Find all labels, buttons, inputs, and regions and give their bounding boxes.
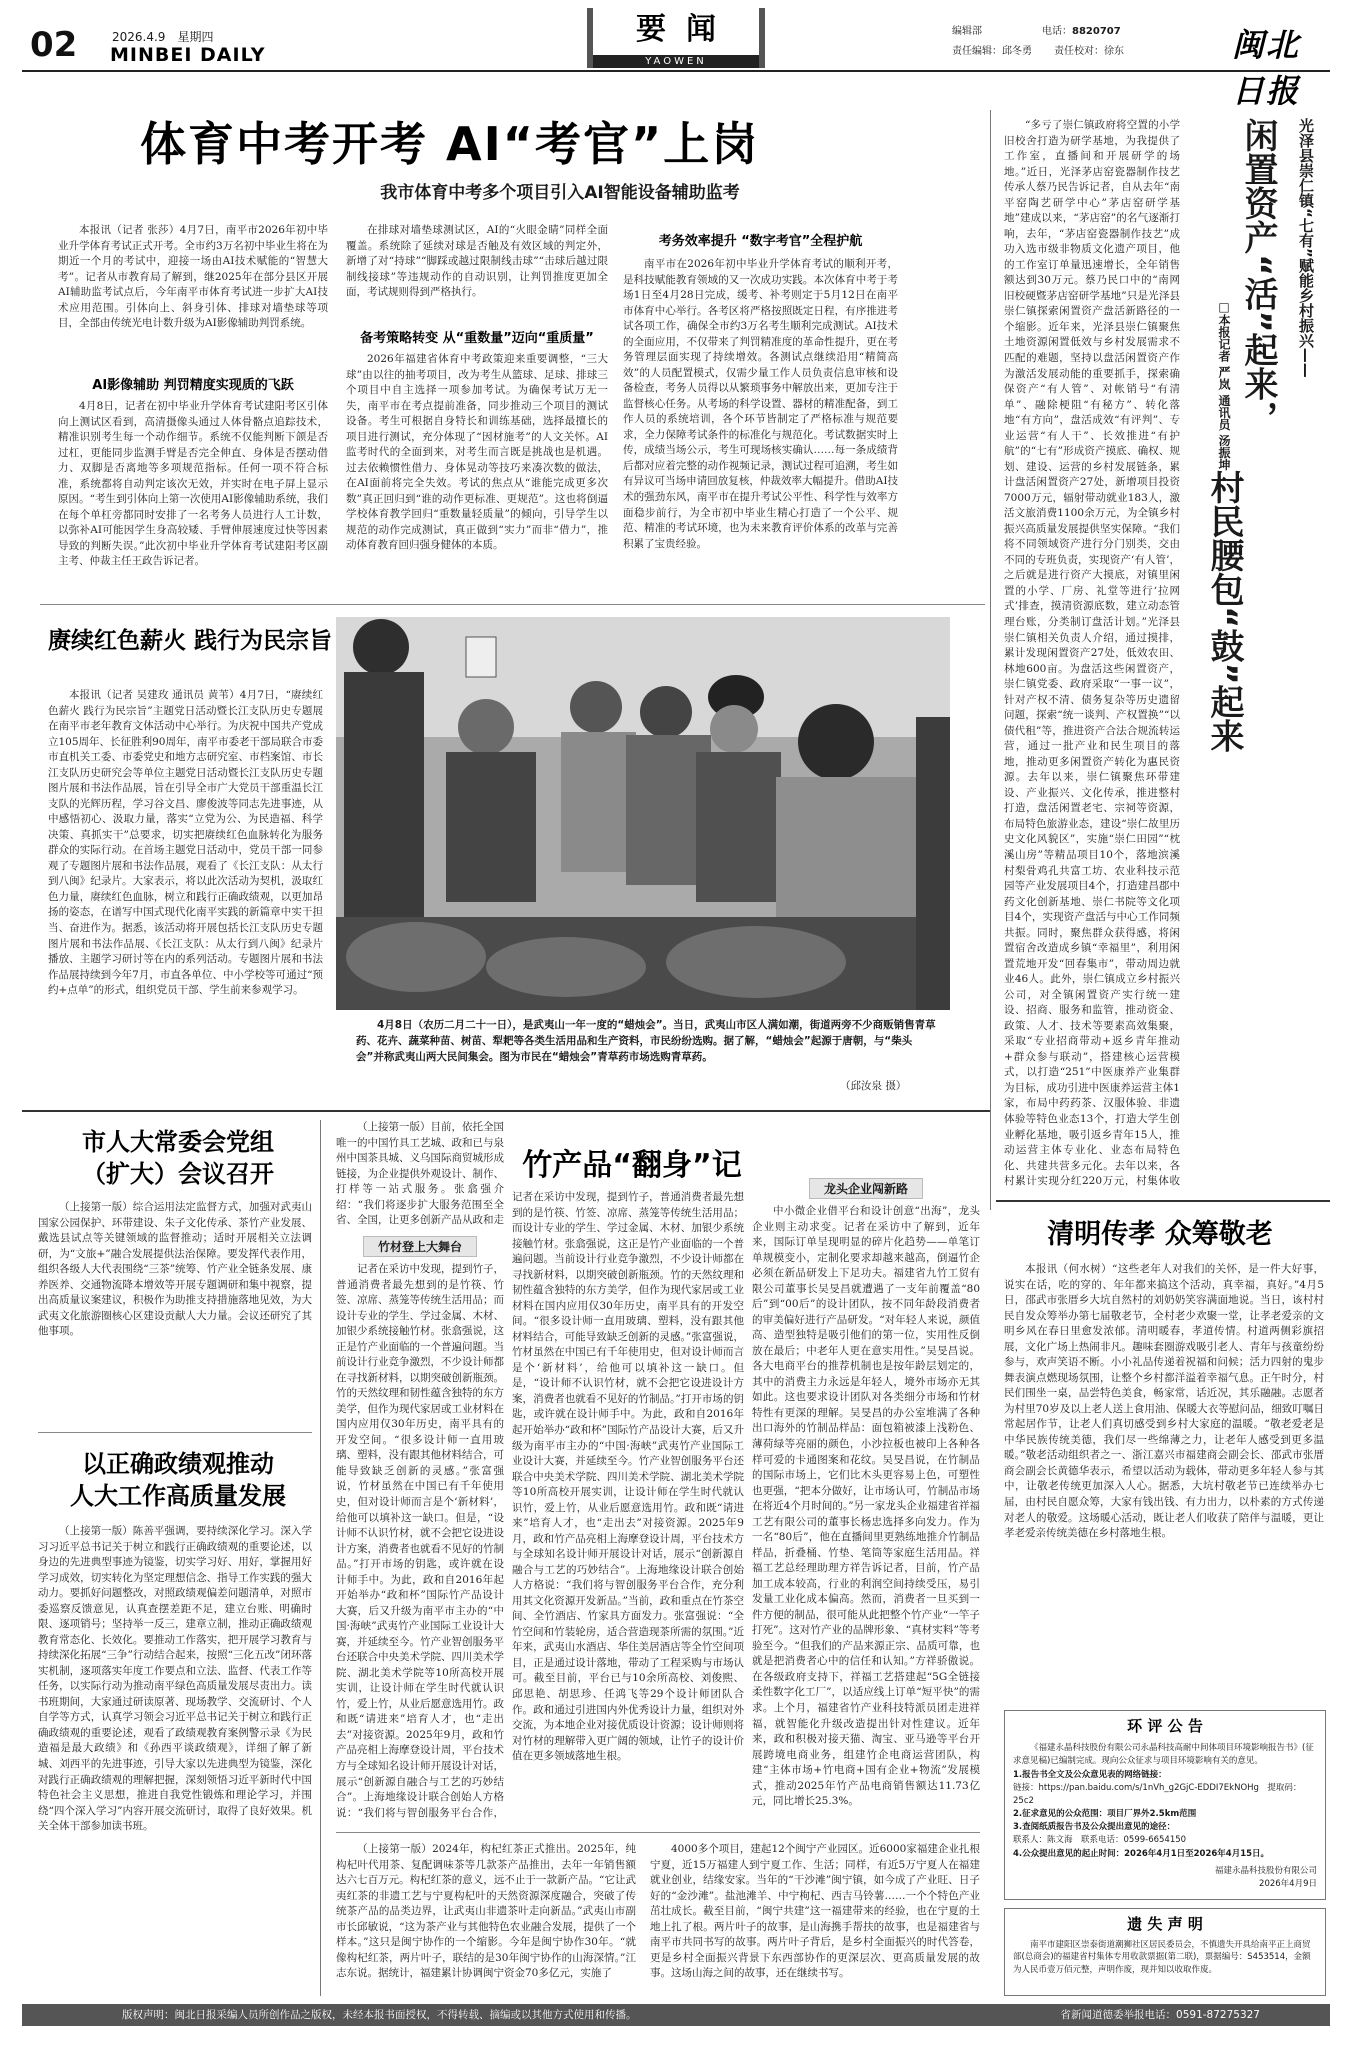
bamboo-sub-2: 龙头企业闯新路 [752,1178,980,1199]
photo-illustration [336,617,950,1010]
right-title-b: 村民腰包“鼓”起来 [1204,470,1244,753]
footer-copyright: 版权声明：闽北日报采编人员所创作品之版权，未经本报书面授权，不得转载、摘编或以其他方式使用和传播。 [122,2009,637,2021]
bamboo-col-3: 中小微企业借平台和设计创意“出海”，龙头企业则主动求变。记者在采访中了解到，近年来，国际订单呈现明显的碎片化趋势——单笔订单规模变小，定制化要求却越来越高，倒逼竹企必须在新品研发上下足功夫。福建省九竹工贸有限公司董事长吴旻昌就遭遇了一支年前覆盖“80后”到“00后”的设计团队，按不同年龄段消费者的审美偏好进行产品研发。“对年轻人来说，颜值高、造型独特是吸引他们的第一位，实用性反倒放在最后；中老年人更在意实用性。”吴旻昌说。各大电商平台的推荐机制也是按年龄层划定的，其中的消费主力永远是年轻人，境外市场亦无其如此。这也要求设计团队对各类细分市场和竹材特性有更深的理解。吴旻昌的办公室堆满了各种出口海外的竹制品样品：面包箱被漆上浅粉色、薄荷绿等亮丽的颜色，小沙拉板也被印上各种各样可爱的卡通图案和花纹。吴旻昌说，在竹制品的国际市场上，它们比木头更容易上色，可塑性也更强，“把本分做好，让市场认可，竹制品市场在将近4个月时间的。”另一家龙头企业福建省祥福工艺有限公司的董事长杨忠选择多向发力。作为一名“80后”，他在直播间里更熟练地推介竹制品样品，折叠桶、竹垫、笔筒等家庭生活用品。祥福工艺总经理助理方祥告诉记者，目前，竹产品加工成本较高，行业的利润空间持续受压，易引发量工业化成本偏高。然而，消费者一旦买到一件方便的制品，很可能从此把整个竹产业“一竿子打死”。这对竹产业的品牌形象、“真材实料”等考验至今。“但我们的产品来源正宗、品质可靠，也就是把消费者心中的信任和认知。”方祥骄傲说。在各级政府支持下，祥福工艺搭建起“5G全链接柔性数字化工厂”，以适应线上订单“短平快”的需求。上个月，福建省竹产业科技特派员团走进祥福，就智能化升级改造提出针对性建议。近年来，政和积极对接天猫、淘宝、亚马逊等平台开展跨境电商业务，组建竹企电商运营团队，构建“主体市场+竹电商+国有企业+物流”发展模式，推动2025年竹产品电商销售额达11.73亿元，同比增长25.3%。 [752,1205,980,1808]
env-notice-link[interactable]: 链接：https://pan.baidu.com/s/1nVh_g2GjC-EDDI7EkNOHg 提取码：25c2 [1013,1782,1302,1806]
photo-credit: （邱汝泉 摄） [840,1080,907,1092]
env-notice-title: 环 评 公 告 [1127,1717,1203,1735]
right-byline: □本报记者 严岚 通讯员 汤振坤 [1217,300,1231,471]
section-title: 要闻 [636,12,736,47]
lead-col-2: 在排球对墙垫球测试区，AI的“火眼金睛”同样全面覆盖。系统除了延续对球是否触及有效区域的判定外，新增了对“持球”“脚踩或越过限制线击球”“击球后越过限制线接球”等违规动作的自动识别，让判罚推度更加全面，考试规则得到严格执行。 备考策略转变 从“重数量”迈向“重质量” 2026年福建省体育中考政策迎来重要调整，“三大球”由以往的抽考项目，改为考生从篮球、足球、排球三个项目中自主选择一项参加考试。为确保考试万无一失，南平市在考点提前准备，同步推动三个项目的测试设备。考生可根据自身特长和训练基础，选择最擅长的项目进行测试，充分体现了“因材施考”的人文关怀。AI监考时代的全面到来，对考生而言既是挑战也是机遇。过去依赖惯性借力、身体晃动等技巧来凑次数的做法，在AI面前将完全失效。考试的焦点从“谁能完成更多次数”真正回归到“谁的动作更标准、更规范”。这也将倒逼学校体育教学回归“重数量轻质量”的倾向，引导学生以规范的动作完成测试，真正做到“实力”而非“借力”，推动体育教育回归强身健体的本质。 [346,224,608,552]
market-photo [336,617,950,1010]
photo-caption: 4月8日（农历二月二十一日），是武夷山一年一度的“蜡烛会”。当日，武夷山市区人满如潮，街道两旁不少商贩销售青草药、花卉、蔬菜种苗、树苗、犁耙等各类生活用品和生产资料，市民纷纷选购。据了解，“蜡烛会”起源于唐朝，与“柴头会”并称武夷山两大民间集会。图为市民在“蜡烛会”青草药市场选购青草药。 [356,1019,936,1063]
env-notice-box: 环 评 公 告 《福建永晶科技股份有限公司永晶科技高耐中间体项目环境影响报告书》(征求意见稿)已编制完成。现向公众征求与项目环境影响有关的意见。 1.报告书全文及公众意见表的网络链接： 链接：https://pan.baidu.com/s/1nVh_g2GjC-EDDI7EkNOHg 提取码：25c2 2.征求意见的公众范围：项目厂界外2.5km范围 3.查阅纸质报告书及公众提出意见的途径： 联系人：陈文海 联系电话：0599-6654150 4.公众提出意见的起止时间：2026年4月1日至2026年4月15日。 福建永晶科技股份有限公司 2026年4月9日 [1004,1710,1326,1900]
qingming-body: 本报讯（何水树）“这些老年人对我们的关怀，是一件大好事，说实在话，吃的穿的、年年都来搞这个活动，真幸福，真好。”4月5日，邵武市张厝乡大坑自然村的刘奶奶笑容满面地说。当日，该村村民自发众筹举办第七届敬老节，全村老少欢聚一堂，让孝老爱亲的文明乡风在春日里愈发浓郁。清明暖春，孝道传情。村道两侧彩旗招展，文化广场上热闹非凡。趣味套圈游戏吸引老人、青年与孩童纷纷参与，欢声笑语不断。小小礼品传递着祝福和问候；活力四射的鬼步舞表演点燃现场氛围，让整个乡村都洋溢着幸福气息。正午时分，村民们围坐一桌，品尝特色美食，畅家常，话近况，其乐融融。志愿者为村里70岁及以上老人送上食用油、保暖大衣等慰问品，细致叮嘱日常起居作节，让老人们真切感受到乡村大家庭的温暖。“敬老爱老是中华民族传统美德，我们尽一些绵薄之力，让老年人感受到更多温暖。”敬老活动组织者之一、浙江嘉兴市福建商会副会长、邵武市张厝商会副会长黄德华表示，希望以活动为载体，带动更多年轻人参与其中，让敬老传统更加深入人心。据悉，大坑村敬老节已连续举办七届，由村民自愿众筹，大家有钱出钱、有力出力，以朴素的方式传递对老人的敬爱。这场暖心活动，既让老人们收获了陪伴与温暖，更让孝老爱亲传统美德在乡村落地生根。 [1004,1263,1324,1540]
bamboo-col-1-body: 记者在采访中发现，提到竹子，普通消费者最先想到的是竹筷、竹签、凉席、蒸笼等传统生活用品；而设计专业的学生、学过金属、木材、加银少系统接触竹材。张翕强说，这正是竹产业面临的一个普遍问题。当前设计行业竞争激烈，不少设计师都在寻找新材料，以期突破创新瓶颈。竹的天然纹理和韧性蕴含独特的东方美学，但作为现代家居或工业材料在国内应用仅30年历史，南平具有的开发空间。“很多设计师一直用玻璃、塑料，没有跟其他材料结合，可能导致缺乏创新的灵感。”张富强说，竹材虽然在中国已有千年使用史，但对设计师而言是个‘新材料’，给他可以填补这一缺口。但是，“设计师不认识竹材，就不会把它设进设计方案，消费者也就看不见好的竹制品。”打开市场的钥匙，或许就在设计师手中。为此，政和自2016年起开始举办“政和杯”国际竹产品设计大赛，后又升级为南平市主办的“中国·海峡”武夷竹产业国际工业设计大赛，并延续至今。竹产业智创服务平台还联合中央美术学院、四川美术学院、湖北美术学院等10所高校开展实训，让设计师在学生时代就认识竹，爱上竹，从业后愿意选用竹。政和既“请进来”培育人才，也“走出去”对接资源。2025年9月，政和竹产品亮相上海摩登设计周，平台技术方与全球知名设计师开展设计对话，展示“创新源自融合与工艺的巧妙结合”。上海地缘设计联合创始人方格说：“我们将与智创服务平台合作， [336,1263,504,1819]
npc-body: （上接第一版）综合运用法定监督方式，加强对武夷山国家公园保护、环带建设、朱子文化传承、茶竹产业发展、戴选县试点等关键领域的监督推动；适时开展相关立法调研，为“文旅+”融合发展提供法治保障。要发挥代表作用，组织各级人大代表围绕“三茶”统筹、竹产业全链条发展、康养医养、交通物流降本增效等开展专题调研和集中视察，提出高质量议案建议，积极作为助推支持措施落地见效，为大武夷文化旅游圈核心区建设贡献人大力量。会议还研究了其他事项。 [38,1201,312,1338]
zhengji-body: （上接第一版）陈善平强调，要持续深化学习。深入学习习近平总书记关于树立和践行正确政绩观的重要论述，以身边的先进典型事迹为镜鉴，切实学习好、用好，掌握用好学习成效，切实转化为坚定理想信念、指导工作实践的强大动力。要抓好问题整改，对照政绩观偏差问题清单，对照市委巡察反馈意见，认真查摆差距不足，建立台账、明确时限、逐项销号；坚持举一反三，建章立制，推动正确政绩观教育常态化、长效化。要推动工作落实，把开展学习教育与持续深化拓展“三争”行动结合起来，按照“三化五改”闭环落实机制，逐项落实年度工作要点和立法、监督、代表工作等任务，以实际行动为推动南平绿色高质量发展尽责出力。读书班期间，大家通过研读原著、现场教学、交流研讨、个人自学等方式，认真学习领会习近平总书记关于树立和践行正确政绩观的重要论述，观看了政绩观教育案例警示录《为民造福是最大政绩》和《孙西平谈政绩观》，详细了解了新城、刘西平的先进事迹，引导大家以先进典型为镜鉴，深化对践行正确政绩观的理解把握，深刻领悟习近平新时代中国特色社会主义思想，推进自我党性锻炼和理论学习，并围绕“四个深入学习”内容开展交流研讨，取得了良好效果。机关全体干部参加读书班。 [38,1525,312,1833]
npc-title: 市人大常委会党组 （扩大）会议召开 [82,1128,274,1188]
lead-subtitle: 我市体育中考多个项目引入AI智能设备辅助监考 [380,183,740,203]
lead-title: 体育中考开考 AI“考官”上岗 [140,117,760,171]
right-title-a: 闲置资产“活”起来， [1238,118,1278,435]
right-eyebrow: 光泽县崇仁镇“七有”赋能乡村振兴—— [1297,118,1315,378]
lead-col-1: 本报讯（记者 张莎）4月7日，南平市2026年初中毕业升学体育考试正式开考。全市约3万名初中毕业生将在为期近一个月的考试中，迎接一场由AI技术赋能的“智慧大考”。记者从市教育局了解到，继2025年在部分县区开展AI辅助监考试点后，今年南平市体育考试进一步扩大AI技术应用范围。引体向上、斜身引体、排球对墙垫球等项目，全部由传统光电计数升级为AI影像辅助判罚系统。 AI影像辅助 判罚精度实现质的飞跃 4月8日，记者在初中毕业升学体育考试建阳考区引体向上测试区看到，高清摄像头通过人体骨骼点追踪技术，精准识别考生每一个动作细节。系统不仅能判断下颌是否过杠，更能同步监测手臂是否完全伸直、身体是否摆动借力、双脚是否离地等多项规范指标。任何一项不符合标准，系统都将自动判定该次无效，并实时在电子屏上显示原因。“考生到引体向上第一次使用AI影像辅助系统，我们在每个单杠旁都同时安排了一名考务人员进行人工计数，以弥补AI可能因学生身高较矮、手臂伸展速度过快等因素导致的判断失误。”此次初中毕业升学体育考试建阳考区副主考、仲裁主任王政告诉记者。 [58,224,328,568]
qingming-title: 清明传孝 众筹敬老 [1047,1219,1273,1250]
lost-notice-title: 遗 失 声 明 [1127,1915,1203,1933]
footer-bar [22,2004,1330,2026]
masthead [22,8,1330,110]
issue-date: 2026.4.9 星期四 [112,30,214,44]
bottom-article-a: （上接第一版）2024年，构杞红茶正式推出。2025年，纯构杞叶代用茶、复配调味茶等几款茶产品推出，去年一年销售额达六七百万元。构杞红茶的意义，远不止于一款新产品。“它让武夷红茶的非遗工艺与宁夏构杞叶的天然资源深度融合，突破了传统茶产品的品类边界，让武夷山非遗茶叶走向新品。”武夷山市副市长邱敏说，“这为茶产业与其他特色农业融合发展，提供了一个样本。”这只是闽宁协作的一个缩影。今年是闽宁协作30年。“就像构杞红茶，两片叶子，联结的是30年闽宁协作的山海深情。”江志东说。据统计，福建累计协调闽宁资金70多亿元，实施了 [336,1843,636,1980]
bamboo-col-2: 记者在采访中发现，提到竹子，普通消费者最先想到的是竹筷、竹签、凉席、蒸笼等传统生活用品；而设计专业的学生、学过金属、木材、加银少系统接触竹材。张翕强说，这正是竹产业面临的一个普遍问题。当前设计行业竞争激烈，不少设计师都在寻找新材料，以期突破创新瓶颈。竹的天然纹理和韧性蕴含独特的东方美学，但作为现代家居或工业材料在国内应用仅30年历史，南平具有的开发空间。“很多设计师一直用玻璃、塑料，没有跟其他材料结合，可能导致缺乏创新的灵感。”张富强说，竹材虽然在中国已有千年使用史，但对设计师而言是个‘新材料’，给他可以填补这一缺口。但是，“设计师不认识竹材，就不会把它设进设计方案，消费者也就看不见好的竹制品。”打开市场的钥匙，或许就在设计师手中。为此，政和自2016年起开始举办“政和杯”国际竹产品设计大赛，后又升级为南平市主办的“中国·海峡”武夷竹产业国际工业设计大赛，并延续至今。竹产业智创服务平台还联合中央美术学院、四川美术学院、湖北美术学院等10所高校开展实训，让设计师在学生时代就认识竹，爱上竹，从业后愿意选用竹。政和既“请进来”培育人才，也“走出去”对接资源。2025年9月，政和竹产品亮相上海摩登设计周，平台技术方与全球知名设计师开展设计对话，展示“创新源自融合与工艺的巧妙结合”。上海地缘设计联合创始人方格说：“我们将与智创服务平台合作，充分利用其文化资源开发新品。”当前，政和重点在竹茶空间、全竹酒店、竹家具方面发力。张富强说：“全竹空间和竹装轮房，适合营造现茶所需的氛围。”近年来，武夷山水酒店、华住美居酒店等全竹空间项目，正是通过设计落地，带动了工程采购与市场认可。截至目前，平台已与10余所高校、刘俊熙、邱思艳、胡思珍、任鸿飞等29个设计师团队合作。政和通过引进国内外优秀设计力量，组织对外交流，为本地企业对接优质设计资源；设计师则将对竹材的理解带入更广阔的领域，让竹子的设计价值在更多领域落地生根。 [512,1191,744,1763]
zhengji-title: 以正确政绩观推动 人大工作高质量发展 [70,1450,286,1510]
lost-notice-box: 遗 失 声 明 南平市建阳区崇泰街道潮狮社区居民委员会，不慎遗失开具给南平正上商贸部(总商会)的福建省村集体专用收款票据(第二联)，票据编号：S453514，金额为人民币壹万佰元整，声明作废，现并知以收取作废。 [1004,1908,1326,1996]
page-number: 02 [30,25,78,65]
lead-col-3: 考务效率提升 “数字考官”全程护航 南平市在2026年初中毕业升学体育考试的顺利开考，是科技赋能教育领域的又一次成功实践。本次体育中考于考场1日至4月28日完成，缓考、补考则定于5月12日在南平市体育中心举行。各考区将严格按照既定日程，有序推进考试各项工作，确保全市约3万名考生顺利完成测试。AI技术的全面应用，不仅带来了判罚精准度的革命性提升，更在考务管理层面实现了持续增效。各测试点继续沿用“精简高效”的人员配置模式，仅需少量工作人员负责信息审核和设备检查，考务人员得以从繁琐事务中解放出来，更加专注于监督核心任务。从考场的科学设置、器材的精准配备，到工作人员的系统培训，各个环节皆制定了严格标准与规范要求，全力保障考试条件的标准化与规范化。考试数据实时上传，成绩当场公示，考生可现场核实确认……每一条成绩背后都对应着完整的动作视频记录，测试过程可追溯，考生如有异议可当场申请回放复核，仲裁效率大幅提升。借助AI技术的强劲东风，南平市在提升考试公平性、科学性与效率方面稳步前行，为全市初中毕业生精心打造了一个公平、规范、精准的考试环境，也为未来教育评价体系的改革与完善积累了宝贵经验。 [623,234,898,550]
bottom-article-b: 4000多个项目，建起12个闽宁产业园区。近6000家福建企业扎根宁夏，近15万福建人到宁夏工作、生活；同样，有近5万宁夏人在福建就业创业，结缘安家。当年的“干沙滩”闽宁镇，如今成了产业旺、日子好的“金沙滩”。盐池滩羊、中宁枸杞、西吉马铃薯……一个个特色产业茁壮成长。截至目前，“闽宁共建”这一福建带来的经验，也在宁夏的土地上扎了根。两片叶子的故事，是山海携手帮扶的故事，也是福建省与南平市共同书写的故事。两片叶子背后，是乡村全面振兴的时代答卷，更是乡村全面振兴背景下东西部协作的更深层次、更高质量发展的故事。这场山海之间的故事，还在继续书写。 [650,1843,980,1980]
right-article-body: “多亏了崇仁镇政府将空置的小学旧校舍打造为研学基地，为我提供了工作室，直播间和开展研学的场地。”近日，光泽茅店窑瓷器制作技艺传承人蔡乃民告诉记者，自从去年“南平窑陶艺研学中心”茅店窑研学基地”建成以来，“茅店窑”的名气逐渐打响，去年，“茅店窑瓷器制作技艺”成功入选市级非物质文化遗产项目，他的工作室订单量迅速增长，全年销售额达到30万元。蔡乃民口中的“南网旧校硬暨茅店窑研学基地”只是光泽县崇仁镇探索闲置资产盘活新路径的一个缩影。近年来，光泽县崇仁镇聚焦土地资源闲置低效与乡村发展需求不匹配的难题，坚持以盘活闲置资产作为激活发展动能的重要抓手，探索确保资产“有人管”、对帐销号“有清单”、融除梗阻“有秘方”、转化落地“有方向”，盘活成效“有评判”、专业运营“有人干”、长效推进“有护航”的“七有”形成资产摸底、确权、规划、建设、运营的乡村发展链条，累计盘活闲置资产27处，新增项目投资7000万元，辐射带动就业183人，激活文旅消费1100余万元，为全镇乡村振兴高质量发展提供坚实保障。“我们将不同领域资产进行分门别类，交由不同的专班负责，实现资产‘有人管’，之后就是进行资产大摸底，对镇里闲置的小学、厂房、礼堂等进行‘拉网式’排查，摸清资源底数，建立动态管理台账，分类制订盘活计划。”光泽县崇仁镇相关负责人介绍，通过摸排，累计发现闲置资产27处，低效农田、林地600亩。为盘活这些闲置资产，崇仁镇党委、政府采取“一事一议”，针对产权不清、债务复杂等历史遗留问题，探索“统一谈判、产权置换”“以债代租”等，推进资产合法合规流转运营，通过一批产业和民生项目的落地，推动更多闲置资产转化为惠民资源。去年以来，崇仁镇聚焦环带建设、产业振兴、文化传承，推进整村打造，盘活闲置老宅、宗祠等资源，布局特色旅游业态，建设“崇仁故里历史文化风貌区”，实施“崇仁田园”“枕溪山房”等精品项目10个，落地滨溪村梨骨鸡孔共富工坊、农业科技示范园等产业发展项目4个，打造建昌郡中药文化创新基地、崇仁书院等文化项目4个，实现资产盘活与中心工作同频共振。同时，聚焦群众获得感，将闲置宿舍改造成乡镇“幸福里”，利用闲置荒地开发“回春集市”，带动周边就业46人。此外，崇仁镇成立乡村振兴公司，对全镇闲置资产实行统一建设、招商、服务和监管，推动资金、政策、人才、技术等要素高效集聚，采取“专业招商带动+返乡青年推动+群众参与联动”，搭建核心运营模式，以打造“251”中医康养产业集群为目标，成功引进中医康养运营主体1家，布局中药药茶、汉服体验、非遗体验等特色业态13个，打造大学生创业孵化基地，吸引返乡青年15人，推动运营主体专业化、业态布局特色化、共建共营多元化。去年以来，各村累计实现分红220万元，村集体收 [1004,119,1180,1188]
red-article-body: 本报讯（记者 吴建玫 通讯员 黄苇）4月7日，“赓续红色薪火 践行为民宗旨”主题党日活动暨长江支队历史专题展在南平市老年教育文体活动中心举行。为庆祝中国共产党成立105周年、长征胜利90周年，南平市委老干部局联合市委市直机关工委、市委党史和地方志研究室、市档案馆、市长江支队历史研究会等单位主题党日活动暨长江支队历史专题图片展和书法作品展，旨在引导全市广大党员干部重温长江支队的光辉历程，学习谷文昌、廖俊波等同志先进事迹，从中感悟初心、汲取力量，落实“立党为公、为民造福、科学决策、真抓实干”总要求，切实把赓续红色血脉转化为服务群众的实际行动。在首场主题党日活动中，党员干部一同参观了专题图片展和书法作品展，观看了《长江支队：从太行到八闽》纪录片。大家表示，将以此次活动为契机，汲取红色力量，赓续红色血脉，树立和践行正确政绩观，以更加昂扬的姿态，在谱写中国式现代化南平实践的新篇章中实干担当、奋进作为。据悉，该活动将开展包括长江支队历史专题图片展和书法作品展、《长江支队：从太行到八闽》纪录片播放、主题学习研讨等在内的系列活动。专题图片展和书法作品展持续到今年7月，市直各单位、中小学校等可通过“预约+点单”的形式，组织党员干部、学生前来参观学习。 [48,689,323,997]
section-title-en: YAOWEN [593,55,759,68]
bamboo-sub-1: 竹材登上大舞台 [336,1236,504,1257]
red-article-title: 赓续红色薪火 践行为民宗旨 [48,628,333,654]
newspaper-logo: 闽北日报 [1232,26,1301,110]
section-banner [587,8,765,68]
paper-name-en: MINBEI DAILY [110,44,266,66]
bamboo-col-1-intro: （上接第一版）目前，依托全国唯一的中国竹具工艺城、政和已与泉州中国茶具城、义乌国际商贸城形成链接，为企业提供外观设计、制作、打样等一站式服务。张翕强介绍：“我们将逐步扩大服务范围至全省、全国，让更多创新产品从政和走 [336,1121,504,1227]
editorial-info: 编辑部 电话：8820707 责任编辑：邱冬勇 责任校对：徐东 [952,26,1124,57]
bamboo-title: 竹产品“翻身”记 [522,1148,742,1183]
footer-hotline: 省新闻道德委举报电话：0591-87275327 [1060,2009,1260,2021]
